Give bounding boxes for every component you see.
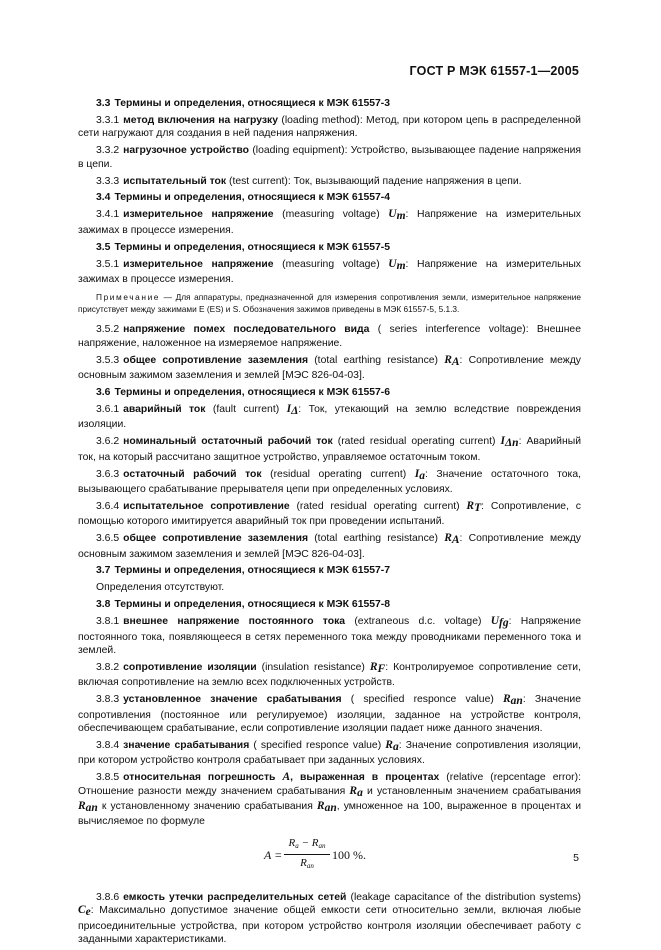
document-body xyxy=(78,97,581,950)
clause-3-8-5: 3.8.5 относительная погрешность A, выраженная в процентах (relative (repcentage error): Отношение разности между значением срабатывания $R_a$ и установленным значением срабатывания $R_{an}$ к установленному значению срабатывания $R_{an}$, умноженное на 100, выраженное в процентах и вычисляемое по формуле xyxy=(78,771,582,828)
formula-lhs: A = xyxy=(264,847,283,862)
clause-3-6-1: 3.6.1 аварийный ток (fault current) $I_\Delta$: Ток, утекающий на землю вследствие повреждения изоляции. xyxy=(78,402,582,431)
clause-3-5-3: 3.5.3 общее сопротивление заземления (total earthing resistance) $R_A$: Сопротивление между основным зажимом заземления и землей [МЭС 826-04-03]. xyxy=(78,353,582,382)
formula-denominator: $R_{an}$ xyxy=(300,857,314,871)
section-heading-3-3: 3.3 Термины и определения, относящиеся к МЭК 61557-3 xyxy=(96,98,391,109)
clause-3-8-4: 3.8.4 значение срабатывания ( specified responce value) $R_a$: Значение сопротивления изоляции, при котором устройство контроля срабатывает при заданных условиях. xyxy=(78,738,582,767)
formula-rhs: 100 %. xyxy=(332,847,366,862)
clause-3-5-2: 3.5.2 напряжение помех последовательного вида ( series interference voltage): Внешнее напряжение, наложенное на измеряемое напряжение. xyxy=(78,324,581,349)
section-heading-3-5: 3.5 Термины и определения, относящиеся к МЭК 61557-5 xyxy=(96,241,391,253)
clause-3-6-3: 3.6.3 остаточный рабочий ток (residual operating current) $I_a$: Значение остаточного тока, вызывающего срабатывание прерывателя цепи при определенных условиях. xyxy=(78,467,581,495)
clause-3-6-5: 3.6.5 общее сопротивление заземления (total earthing resistance) $R_A$: Сопротивление между основным зажимом заземления и землей [МЭС 826-04-03]. xyxy=(78,532,582,560)
clause-3-7-text: Определения отсутствуют. xyxy=(96,582,225,594)
clause-3-3-1: 3.3.1 метод включения на нагрузку (loading method): Метод, при котором цепь в распределенной сети нагружают для создания в ней падения напряжения. xyxy=(78,114,581,140)
document-code-header: ГОСТ Р МЭК 61557-1—2005 xyxy=(409,64,579,78)
clause-3-3-3: 3.3.3 испытательный ток (test current): Ток, вызывающий падение напряжения в цепи. xyxy=(96,175,522,187)
clause-3-8-2: 3.8.2 сопротивление изоляции (insulation resistance) $R_F$: Контролируемое сопротивление сети, включая сопротивление на землю всех подключенных устройств. xyxy=(78,660,582,689)
section-heading-3-4: 3.4 Термины и определения, относящиеся к МЭК 61557-4 xyxy=(96,192,391,204)
section-heading-3-8: 3.8 Термины и определения, относящиеся к МЭК 61557-8 xyxy=(96,599,391,611)
relative-error-formula xyxy=(78,837,581,877)
section-heading-3-7: 3.7 Термины и определения, относящиеся к МЭК 61557-7 xyxy=(96,565,391,577)
clause-3-5-1: 3.5.1 измерительное напряжение (measuring voltage) $U_m$: Напряжение на измерительных зажимах в процессе измерения. xyxy=(78,257,581,285)
formula-numerator: $R_a - R_{an}$ xyxy=(284,837,330,855)
note-paragraph: Примечание — Для аппаратуры, предназначенной для измерения сопротивления земли, измерительное напряжение присутствует между зажимами E (ES) и S. Обозначения зажимов приведены в МЭК 61557-5, 5.1.3. xyxy=(78,292,581,314)
clause-3-6-2: 3.6.2 номинальный остаточный рабочий ток (rated residual operating current) $I_{\Delta n}$: Аварийный ток, на который рассчитано защитное устройство, управляемое остаточным током. xyxy=(78,435,581,463)
clause-3-6-4: 3.6.4 испытательное сопротивление (rated residual operating current) $R_T$: Сопротивление, с помощью которого имитируется аварийный ток при проведении испытаний. xyxy=(78,499,581,528)
clause-3-8-1: 3.8.1 внешнее напряжение постоянного тока (extraneous d.c. voltage) $U_{fg}$: Напряжение постоянного тока, появляющееся в сетях переменного тока между проводниками переменного тока и землей. xyxy=(78,615,581,656)
clause-3-8-6: 3.8.6 емкость утечки распределительных сетей (leakage capacitance of the distribution systems) $C_e$: Максимально допустимое значение общей емкости сети относительно земли, включая любые присоединительные устройства, при котором устройство контроля изоляции обеспечивает работу с заданными характеристиками. xyxy=(78,891,581,946)
clause-3-4-1: 3.4.1 измерительное напряжение (measuring voltage) $U_m$: Напряжение на измерительных зажимах в процессе измерения. xyxy=(78,208,581,236)
clause-3-8-3: 3.8.3 установленное значение срабатывания ( specified responce value) $R_{an}$: Значение сопротивления (постоянное или регулируемое) изоляции, заданное на устройстве контроля, обеспечивающем срабатывание, если сопротивление изоляции падает ниже данного значения. xyxy=(78,693,581,735)
formula-fraction xyxy=(284,837,330,874)
page-number: 5 xyxy=(573,852,579,864)
clause-3-3-2: 3.3.2 нагрузочное устройство (loading equipment): Устройство, вызывающее падение напряжения в цепи. xyxy=(78,145,581,170)
section-heading-3-6: 3.6 Термины и определения, относящиеся к МЭК 61557-6 xyxy=(96,387,391,398)
